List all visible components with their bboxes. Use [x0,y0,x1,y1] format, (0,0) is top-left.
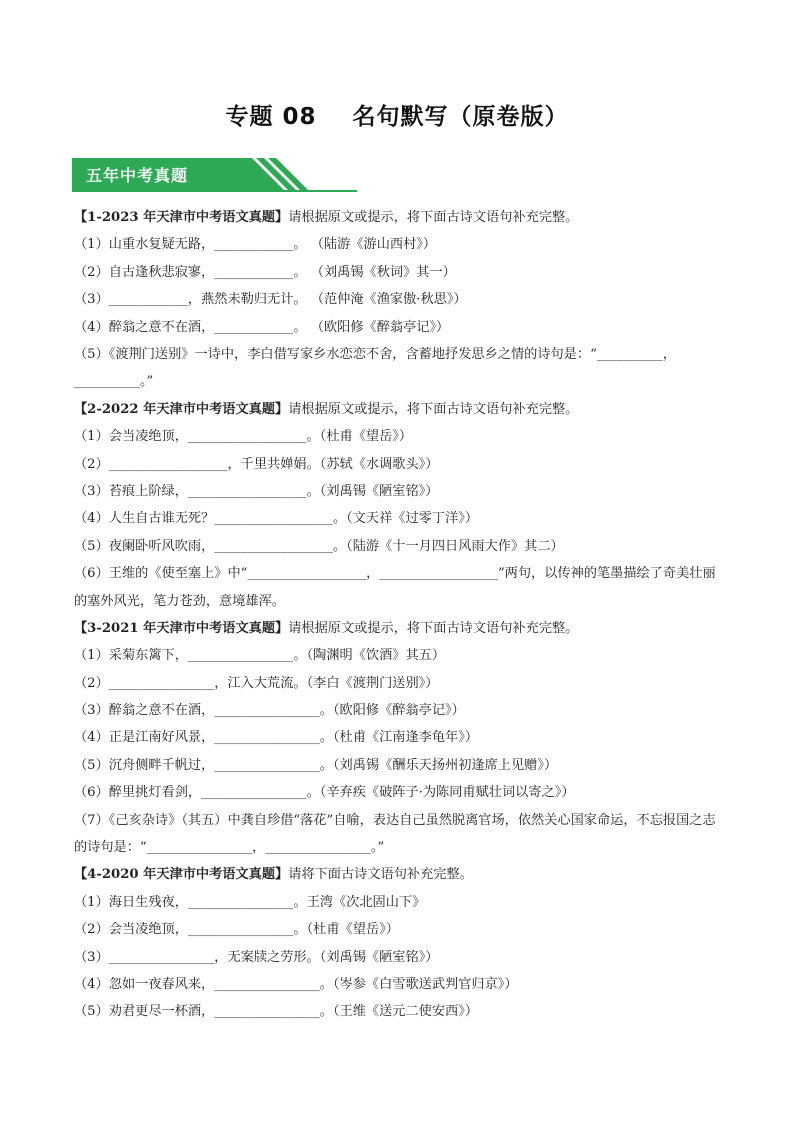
section-header-bold: 【1-2023 年天津市中考语文真题】 [74,210,289,225]
section-header-bold: 【2-2022 年天津市中考语文真题】 [74,401,289,417]
question-item: （1）采菊东篱下，________________。（陶渊明《饮酒》其五） [74,648,446,664]
question-item: （3）苔痕上阶绿，__________________。（刘禹锡《陋室铭》） [74,483,439,499]
question-item: （2）__________________，千里共婵娟。（苏轼《水调歌头》） [74,456,439,472]
question-item: （3）________________，无案牍之劳形。（刘禹锡《陋室铭》） [74,949,439,965]
exercise-content [74,204,724,1026]
question-item: （2）________________，江入大荒流。（李白《渡荆门送别》） [74,675,439,691]
question-item: （2）自古逢秋悲寂寥，____________。 （刘禹锡《秋词》其一） [74,264,456,280]
banner-underline [72,190,357,192]
section-3-header [74,615,724,642]
section-header-instruction: 请根据原文或提示，将下面古诗文语句补充完整。 [288,401,579,417]
question-item: （5）劝君更尽一杯酒，________________。（王维《送元二使安西》） [74,1004,479,1020]
banner-label: 五年中考真题 [86,166,189,185]
section-4-header [74,861,724,888]
question-item: （5）《渡荆门送别》一诗中，李白借写家乡水恋恋不舍，含蓄地抒发思乡之情的诗句是：“__________，__________。” [74,346,676,390]
question-item: （7）《己亥杂诗》（其五）中龚自珍借“落花”自喻，表达自己虽然脱离官场，依然关心国家命运，不忘报国之志的诗句是：“________________，________________。” [74,812,716,856]
section-header-bold: 【3-2021 年天津市中考语文真题】 [74,620,289,636]
section-header-bold: 【4-2020 年天津市中考语文真题】 [74,867,289,883]
question-item: （4）人生自古谁无死？__________________。（文天祥《过零丁洋》） [74,511,479,527]
question-item: （4）醉翁之意不在酒，____________。 （欧阳修《醉翁亭记》） [74,319,450,335]
section-header-instruction: 请根据原文或提示，将下面古诗文语句补充完整。 [288,210,579,225]
question-item: （2）会当凌绝顶，________________。（杜甫《望岳》） [74,922,399,938]
question-item: （4）忽如一夜春风来，________________。（岑参《白雪歌送武判官归京》） [74,977,518,993]
question-item: （3）____________，燕然未勒归无计。 （范仲淹《渔家傲·秋思》） [74,292,467,308]
question-item: （1）海日生残夜，________________。王湾《次北固山下》 [74,894,426,910]
question-item: （5）夜阑卧听风吹雨，__________________。（陆游《十一月四日风雨大作》其二） [74,538,564,554]
section-2-header [74,396,724,423]
section-1-header [74,204,724,231]
section-header-instruction: 请将下面古诗文语句补充完整。 [288,867,473,883]
question-item: （6）王维的《使至塞上》中“__________________，__________________”两句，以传神的笔墨描绘了奇美壮丽的塞外风光，笔力苍劲，意境雄浑。 [74,566,716,609]
question-item: （1）山重水复疑无路，____________。 （陆游《游山西村》） [74,237,437,253]
section-banner [72,158,357,192]
banner-stripes-decoration [212,158,332,191]
page-title: 专题 08 名句默写（原卷版） [225,104,569,130]
question-item: （5）沉舟侧畔千帆过，________________。（刘禹锡《酬乐天扬州初逢席上见赠》） [74,757,558,773]
question-item: （1）会当凌绝顶，__________________。（杜甫《望岳》） [74,429,413,445]
question-item: （4）正是江南好风景，________________。（杜甫《江南逢李龟年》） [74,730,479,746]
question-item: （3）醉翁之意不在酒，________________。（欧阳修《醉翁亭记》） [74,703,465,719]
section-header-instruction: 请根据原文或提示，将下面古诗文语句补充完整。 [288,620,579,636]
question-item: （6）醉里挑灯看剑，________________。（辛弃疾《破阵子·为陈同甫赋壮词以寄之》） [74,785,575,801]
